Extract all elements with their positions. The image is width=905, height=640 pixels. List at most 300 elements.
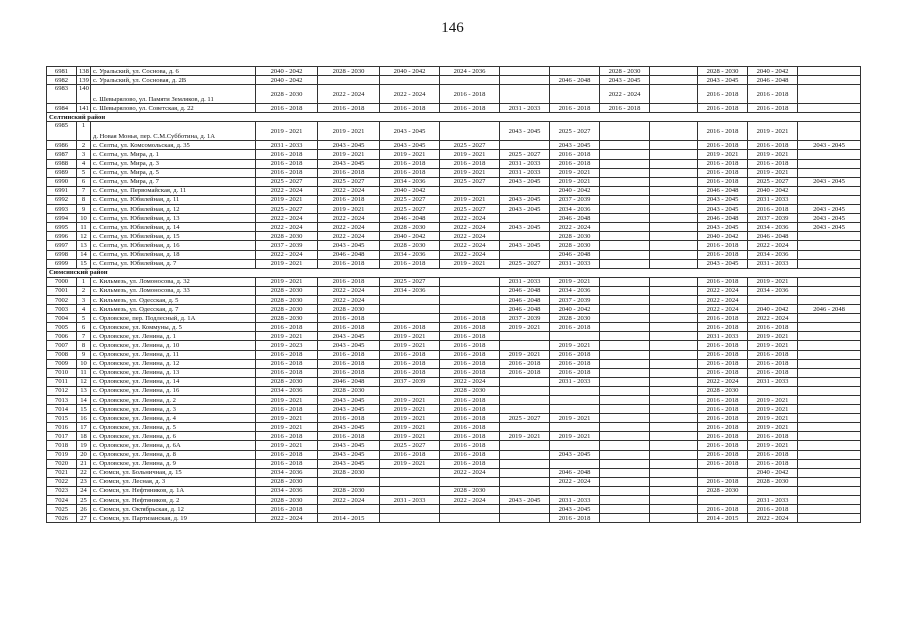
- address-cell: с. Селты, ул. Мира, д. 1: [91, 150, 256, 159]
- address-cell: с. Селты, ул. Комсомольская, д. 35: [91, 141, 256, 150]
- address-cell: с. Селты, ул. Юбилейная, д. 18: [91, 250, 256, 259]
- period-cell: 2046 - 2048: [798, 305, 861, 314]
- address-cell: с. Сюмси, ул. Октябрьская, д. 12: [91, 505, 256, 514]
- period-cell: [650, 85, 698, 104]
- period-cell: [798, 67, 861, 76]
- period-cell: 2016 - 2018: [318, 195, 380, 204]
- period-cell: 2019 - 2021: [440, 195, 500, 204]
- row-index-cell: 7014: [47, 405, 77, 414]
- period-cell: [650, 350, 698, 359]
- period-cell: [600, 259, 650, 268]
- period-cell: [380, 386, 440, 395]
- period-cell: [650, 405, 698, 414]
- period-cell: 2031 - 2033: [550, 377, 600, 386]
- row-index-cell: 6998: [47, 250, 77, 259]
- row-number-cell: 9: [77, 350, 91, 359]
- period-cell: [650, 414, 698, 423]
- period-cell: 2019 - 2021: [440, 259, 500, 268]
- period-cell: [600, 205, 650, 214]
- period-cell: [798, 359, 861, 368]
- period-cell: 2019 - 2021: [550, 414, 600, 423]
- period-cell: 2016 - 2018: [440, 323, 500, 332]
- period-cell: [600, 141, 650, 150]
- period-cell: 2016 - 2018: [748, 459, 798, 468]
- period-cell: 2028 - 2030: [318, 67, 380, 76]
- period-cell: 2031 - 2033: [500, 159, 550, 168]
- period-cell: 2022 - 2024: [318, 286, 380, 295]
- row-index-cell: 7019: [47, 450, 77, 459]
- address-cell: с. Орловское, ул. Ленина, д. 3: [91, 405, 256, 414]
- period-cell: 2043 - 2045: [698, 76, 748, 85]
- period-cell: [650, 459, 698, 468]
- period-cell: 2016 - 2018: [318, 104, 380, 113]
- period-cell: 2028 - 2030: [380, 241, 440, 250]
- period-cell: 2028 - 2030: [256, 305, 318, 314]
- period-cell: 2025 - 2027: [440, 177, 500, 186]
- period-cell: 2019 - 2021: [380, 423, 440, 432]
- period-cell: [650, 386, 698, 395]
- table-row: [47, 496, 861, 505]
- period-cell: 2016 - 2018: [698, 423, 748, 432]
- period-cell: 2025 - 2027: [256, 177, 318, 186]
- period-cell: 2031 - 2033: [748, 377, 798, 386]
- period-cell: [500, 450, 550, 459]
- period-cell: 2019 - 2021: [256, 441, 318, 450]
- row-index-cell: 7003: [47, 305, 77, 314]
- period-cell: 2025 - 2027: [440, 141, 500, 150]
- period-cell: 2031 - 2033: [500, 168, 550, 177]
- period-cell: 2016 - 2018: [256, 459, 318, 468]
- period-cell: [500, 377, 550, 386]
- table-row: [47, 386, 861, 395]
- period-cell: 2016 - 2018: [698, 414, 748, 423]
- period-cell: [600, 295, 650, 304]
- table-row: [47, 76, 861, 85]
- period-cell: [798, 232, 861, 241]
- period-cell: 2043 - 2045: [500, 496, 550, 505]
- period-cell: 2016 - 2018: [256, 432, 318, 441]
- row-number-cell: 1: [77, 122, 91, 141]
- period-cell: 2016 - 2018: [380, 104, 440, 113]
- period-cell: [650, 232, 698, 241]
- period-cell: 2043 - 2045: [698, 195, 748, 204]
- section-title: Сюмсинский район: [47, 268, 861, 277]
- period-cell: 2019 - 2021: [256, 423, 318, 432]
- period-cell: [650, 359, 698, 368]
- period-cell: 2043 - 2045: [500, 241, 550, 250]
- period-cell: 2019 - 2021: [380, 459, 440, 468]
- period-cell: 2016 - 2018: [440, 341, 500, 350]
- period-cell: [650, 150, 698, 159]
- row-number-cell: 22: [77, 468, 91, 477]
- period-cell: [550, 332, 600, 341]
- period-cell: [380, 477, 440, 486]
- period-cell: 2046 - 2048: [698, 186, 748, 195]
- row-index-cell: 6995: [47, 223, 77, 232]
- period-cell: [500, 514, 550, 523]
- row-number-cell: 6: [77, 323, 91, 332]
- period-cell: [600, 496, 650, 505]
- period-cell: [798, 241, 861, 250]
- row-index-cell: 7006: [47, 332, 77, 341]
- period-cell: 2043 - 2045: [550, 450, 600, 459]
- period-cell: [600, 168, 650, 177]
- period-cell: [600, 150, 650, 159]
- period-cell: [798, 368, 861, 377]
- period-cell: 2019 - 2021: [748, 150, 798, 159]
- address-cell: д. Новая Монья, пер. С.М.Субботина, д. 1А: [91, 122, 256, 141]
- period-cell: 2016 - 2018: [440, 314, 500, 323]
- table-row: [47, 122, 861, 141]
- period-cell: [650, 214, 698, 223]
- period-cell: [600, 122, 650, 141]
- row-index-cell: 7004: [47, 314, 77, 323]
- period-cell: 2034 - 2036: [748, 250, 798, 259]
- row-number-cell: 12: [77, 377, 91, 386]
- period-cell: [440, 277, 500, 286]
- period-cell: 2016 - 2018: [748, 141, 798, 150]
- period-cell: 2028 - 2030: [256, 477, 318, 486]
- period-cell: [798, 250, 861, 259]
- period-cell: 2019 - 2021: [318, 150, 380, 159]
- period-cell: 2022 - 2024: [600, 85, 650, 104]
- period-cell: [500, 441, 550, 450]
- period-cell: 2043 - 2045: [318, 441, 380, 450]
- period-cell: 2037 - 2039: [550, 195, 600, 204]
- row-number-cell: 4: [77, 305, 91, 314]
- period-cell: 2016 - 2018: [380, 168, 440, 177]
- period-cell: 2016 - 2018: [440, 85, 500, 104]
- period-cell: 2022 - 2024: [440, 214, 500, 223]
- period-cell: 2016 - 2018: [440, 459, 500, 468]
- period-cell: [600, 459, 650, 468]
- period-cell: [600, 377, 650, 386]
- period-cell: 2028 - 2030: [318, 486, 380, 495]
- period-cell: 2043 - 2045: [550, 505, 600, 514]
- period-cell: 2016 - 2018: [380, 359, 440, 368]
- period-cell: 2016 - 2018: [256, 450, 318, 459]
- period-cell: [650, 122, 698, 141]
- period-cell: 2022 - 2024: [256, 514, 318, 523]
- period-cell: [650, 432, 698, 441]
- address-cell: с. Селты, ул. Юбилейная, д. 16: [91, 241, 256, 250]
- period-cell: 2019 - 2021: [380, 405, 440, 414]
- period-cell: 2043 - 2045: [698, 205, 748, 214]
- table-row: [47, 277, 861, 286]
- row-index-cell: 6985: [47, 122, 77, 141]
- period-cell: 2016 - 2018: [500, 359, 550, 368]
- period-cell: 2019 - 2021: [748, 168, 798, 177]
- period-cell: 2016 - 2018: [256, 104, 318, 113]
- period-cell: 2046 - 2048: [500, 305, 550, 314]
- row-number-cell: 14: [77, 250, 91, 259]
- period-cell: 2016 - 2018: [318, 368, 380, 377]
- period-cell: [798, 195, 861, 204]
- section-row: [47, 113, 861, 122]
- period-cell: [798, 505, 861, 514]
- period-cell: 2019 - 2021: [256, 277, 318, 286]
- period-cell: 2022 - 2024: [550, 223, 600, 232]
- period-cell: 2019 - 2021: [318, 205, 380, 214]
- address-cell: с. Шевырялово, ул. Советская, д. 22: [91, 104, 256, 113]
- row-index-cell: 6989: [47, 168, 77, 177]
- address-cell: с. Селты, ул. Мира, д. 3: [91, 159, 256, 168]
- period-cell: [798, 496, 861, 505]
- period-cell: 2040 - 2042: [748, 67, 798, 76]
- period-cell: [798, 150, 861, 159]
- row-index-cell: 7024: [47, 496, 77, 505]
- period-cell: 2043 - 2045: [318, 341, 380, 350]
- period-cell: [798, 314, 861, 323]
- period-cell: 2019 - 2023: [256, 341, 318, 350]
- table-row: [47, 459, 861, 468]
- period-cell: 2040 - 2042: [748, 468, 798, 477]
- period-cell: 2016 - 2018: [698, 168, 748, 177]
- period-cell: 2022 - 2024: [256, 214, 318, 223]
- period-cell: 2016 - 2018: [550, 150, 600, 159]
- period-cell: 2043 - 2045: [318, 405, 380, 414]
- period-cell: 2022 - 2024: [440, 468, 500, 477]
- row-index-cell: 7007: [47, 341, 77, 350]
- period-cell: 2028 - 2030: [748, 477, 798, 486]
- period-cell: 2043 - 2045: [318, 423, 380, 432]
- period-cell: [650, 514, 698, 523]
- period-cell: 2016 - 2018: [440, 405, 500, 414]
- period-cell: [440, 286, 500, 295]
- period-cell: 2016 - 2018: [698, 141, 748, 150]
- period-cell: 2028 - 2030: [256, 232, 318, 241]
- period-cell: [440, 76, 500, 85]
- period-cell: [600, 277, 650, 286]
- row-number-cell: 3: [77, 150, 91, 159]
- period-cell: [798, 323, 861, 332]
- period-cell: [798, 441, 861, 450]
- period-cell: 2040 - 2042: [698, 232, 748, 241]
- table-row: [47, 350, 861, 359]
- period-cell: [380, 468, 440, 477]
- period-cell: 2025 - 2027: [318, 177, 380, 186]
- period-cell: 2025 - 2027: [256, 205, 318, 214]
- row-number-cell: 27: [77, 514, 91, 523]
- period-cell: [798, 377, 861, 386]
- period-cell: 2016 - 2018: [698, 350, 748, 359]
- period-cell: 2031 - 2033: [698, 332, 748, 341]
- period-cell: 2019 - 2021: [550, 277, 600, 286]
- period-cell: 2024 - 2036: [440, 67, 500, 76]
- period-cell: 2043 - 2045: [698, 223, 748, 232]
- row-number-cell: 16: [77, 414, 91, 423]
- period-cell: [650, 205, 698, 214]
- table-row: [47, 295, 861, 304]
- row-number-cell: 5: [77, 168, 91, 177]
- period-cell: 2022 - 2024: [440, 496, 500, 505]
- period-cell: 2019 - 2021: [748, 441, 798, 450]
- table-row: [47, 85, 861, 104]
- period-cell: 2043 - 2045: [318, 141, 380, 150]
- period-cell: [500, 396, 550, 405]
- row-index-cell: 7008: [47, 350, 77, 359]
- row-number-cell: 26: [77, 505, 91, 514]
- table-row: [47, 505, 861, 514]
- table-row: [47, 177, 861, 186]
- row-number-cell: 18: [77, 432, 91, 441]
- row-number-cell: 13: [77, 386, 91, 395]
- period-cell: [600, 514, 650, 523]
- period-cell: [650, 67, 698, 76]
- period-cell: [650, 323, 698, 332]
- period-cell: 2025 - 2027: [380, 195, 440, 204]
- row-index-cell: 6981: [47, 67, 77, 76]
- period-cell: 2022 - 2024: [440, 223, 500, 232]
- table-row: [47, 396, 861, 405]
- period-cell: [798, 450, 861, 459]
- period-cell: 2028 - 2030: [318, 305, 380, 314]
- table-row: [47, 205, 861, 214]
- period-cell: 2028 - 2030: [440, 386, 500, 395]
- table-row: [47, 441, 861, 450]
- row-number-cell: 23: [77, 477, 91, 486]
- period-cell: 2016 - 2018: [748, 85, 798, 104]
- period-cell: 2016 - 2018: [550, 104, 600, 113]
- period-cell: [600, 186, 650, 195]
- table-row: [47, 141, 861, 150]
- period-cell: 2028 - 2030: [256, 496, 318, 505]
- period-cell: [318, 477, 380, 486]
- period-cell: 2028 - 2030: [550, 241, 600, 250]
- address-cell: с. Сюмси, ул. Партизанская, д. 19: [91, 514, 256, 523]
- period-cell: 2025 - 2027: [500, 414, 550, 423]
- period-cell: 2028 - 2030: [440, 486, 500, 495]
- period-cell: [600, 332, 650, 341]
- table-row: [47, 341, 861, 350]
- period-cell: [650, 168, 698, 177]
- period-cell: 2016 - 2018: [550, 514, 600, 523]
- period-cell: [798, 186, 861, 195]
- period-cell: [798, 414, 861, 423]
- period-cell: [600, 195, 650, 204]
- row-number-cell: 19: [77, 441, 91, 450]
- period-cell: [500, 67, 550, 76]
- period-cell: 2043 - 2045: [380, 141, 440, 150]
- period-cell: 2016 - 2018: [698, 396, 748, 405]
- period-cell: 2022 - 2024: [318, 186, 380, 195]
- row-index-cell: 7016: [47, 423, 77, 432]
- period-cell: [550, 423, 600, 432]
- period-cell: 2016 - 2018: [748, 368, 798, 377]
- period-cell: 2016 - 2018: [748, 505, 798, 514]
- table-row: [47, 414, 861, 423]
- period-cell: 2025 - 2027: [380, 277, 440, 286]
- period-cell: [650, 305, 698, 314]
- row-index-cell: 7018: [47, 441, 77, 450]
- period-cell: [798, 332, 861, 341]
- period-cell: 2043 - 2045: [798, 223, 861, 232]
- period-cell: 2019 - 2021: [440, 168, 500, 177]
- period-cell: [650, 368, 698, 377]
- period-cell: 2025 - 2027: [550, 122, 600, 141]
- period-cell: [798, 104, 861, 113]
- period-cell: 2019 - 2021: [500, 432, 550, 441]
- period-cell: [748, 386, 798, 395]
- row-number-cell: 12: [77, 232, 91, 241]
- address-cell: с. Орловское, ул. Ленина, д. 9: [91, 459, 256, 468]
- period-cell: 2022 - 2024: [318, 223, 380, 232]
- address-cell: с. Орловское, ул. Ленина, д. 12: [91, 359, 256, 368]
- period-cell: 2019 - 2021: [256, 332, 318, 341]
- period-cell: 2016 - 2018: [318, 432, 380, 441]
- address-cell: с. Сюмси, ул. Нефтяников, д. 2: [91, 496, 256, 505]
- period-cell: [698, 496, 748, 505]
- period-cell: 2016 - 2018: [256, 405, 318, 414]
- row-index-cell: 7001: [47, 286, 77, 295]
- period-cell: 2014 - 2015: [698, 514, 748, 523]
- period-cell: 2022 - 2024: [256, 250, 318, 259]
- table-row: [47, 305, 861, 314]
- period-cell: 2043 - 2045: [798, 177, 861, 186]
- period-cell: 2046 - 2048: [318, 250, 380, 259]
- period-cell: 2016 - 2018: [256, 359, 318, 368]
- row-index-cell: 7012: [47, 386, 77, 395]
- period-cell: 2025 - 2027: [748, 177, 798, 186]
- period-cell: [600, 505, 650, 514]
- table-row: [47, 450, 861, 459]
- period-cell: [600, 177, 650, 186]
- row-number-cell: 4: [77, 159, 91, 168]
- address-cell: с. Кильмезь, ул. Ломоносова, д. 32: [91, 277, 256, 286]
- period-cell: [650, 295, 698, 304]
- repair-schedule-table: [46, 66, 861, 523]
- period-cell: 2022 - 2024: [318, 295, 380, 304]
- table-row: [47, 359, 861, 368]
- period-cell: [650, 341, 698, 350]
- period-cell: [650, 477, 698, 486]
- period-cell: [440, 305, 500, 314]
- period-cell: [600, 305, 650, 314]
- period-cell: 2016 - 2018: [698, 323, 748, 332]
- row-index-cell: 7021: [47, 468, 77, 477]
- table-row: [47, 377, 861, 386]
- period-cell: 2031 - 2033: [748, 496, 798, 505]
- period-cell: [600, 286, 650, 295]
- period-cell: [600, 477, 650, 486]
- period-cell: [650, 450, 698, 459]
- period-cell: 2022 - 2024: [550, 477, 600, 486]
- period-cell: 2046 - 2048: [698, 214, 748, 223]
- row-index-cell: 6994: [47, 214, 77, 223]
- period-cell: [440, 477, 500, 486]
- table-row: [47, 468, 861, 477]
- period-cell: 2040 - 2042: [550, 186, 600, 195]
- row-number-cell: 10: [77, 214, 91, 223]
- period-cell: 2034 - 2036: [748, 223, 798, 232]
- row-index-cell: 7026: [47, 514, 77, 523]
- period-cell: [500, 186, 550, 195]
- address-cell: с. Селты, ул. Мира, д. 7: [91, 177, 256, 186]
- period-cell: 2016 - 2018: [698, 177, 748, 186]
- period-cell: [550, 441, 600, 450]
- period-cell: [600, 314, 650, 323]
- period-cell: [650, 186, 698, 195]
- period-cell: [500, 85, 550, 104]
- section-row: [47, 268, 861, 277]
- period-cell: 2016 - 2018: [256, 350, 318, 359]
- table-row: [47, 323, 861, 332]
- row-number-cell: 1: [77, 277, 91, 286]
- address-cell: с. Орловское, ул. Ленина, д. 1: [91, 332, 256, 341]
- table-row: [47, 405, 861, 414]
- period-cell: 2016 - 2018: [698, 85, 748, 104]
- period-cell: [650, 505, 698, 514]
